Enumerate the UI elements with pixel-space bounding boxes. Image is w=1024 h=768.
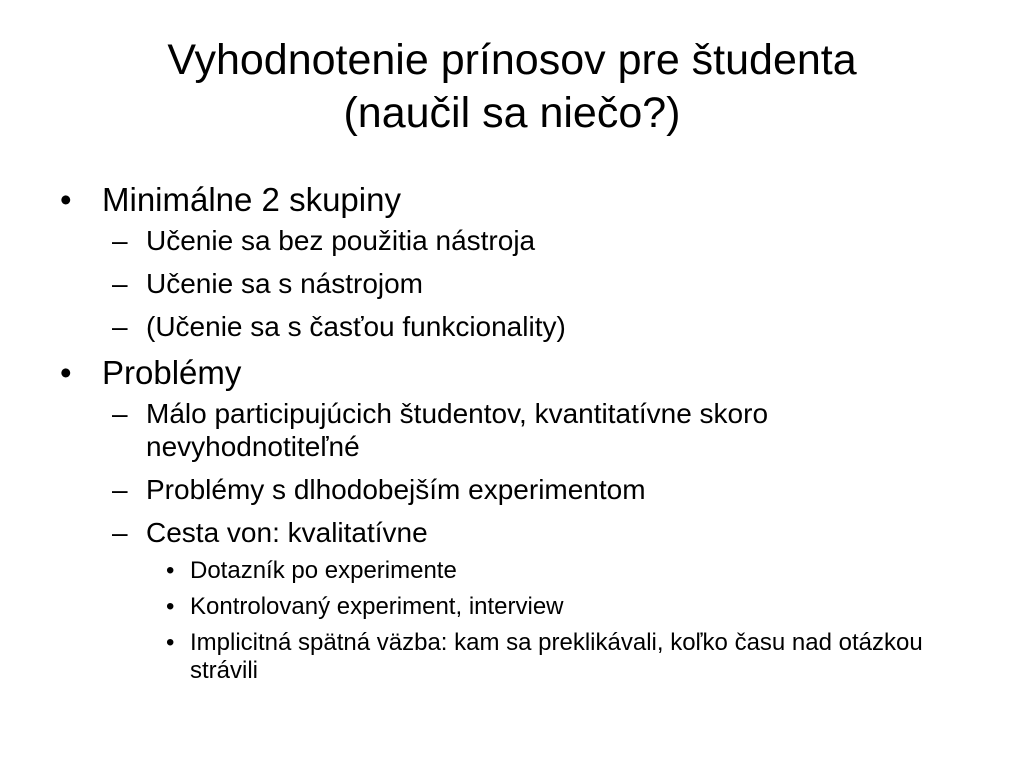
bullet-dot-icon: • <box>166 629 175 656</box>
bullet-list <box>60 180 960 685</box>
bullet-dot-icon: • <box>166 557 175 584</box>
sub-list-item-text: Cesta von: kvalitatívne <box>146 517 428 548</box>
sub-list-item-text: Problémy s dlhodobejším experimentom <box>146 474 646 505</box>
sub-list-item <box>102 310 960 343</box>
sub-sub-list-item <box>146 593 960 621</box>
dash-icon: – <box>112 311 128 342</box>
dash-icon: – <box>112 225 128 256</box>
slide-title-line-1: Vyhodnotenie prínosov pre študenta <box>167 36 857 84</box>
sub-list-item <box>102 516 960 685</box>
bullet-dot-icon: • <box>60 181 72 218</box>
slide-title <box>40 34 984 140</box>
sub-list-item <box>102 267 960 300</box>
list-item-text: Problémy <box>102 354 242 391</box>
sub-list-item <box>102 473 960 506</box>
sub-list <box>102 397 960 685</box>
sub-list-item-text: Málo participujúcich študentov, kvantitatívne skoro nevyhodnotiteľné <box>146 398 769 462</box>
dash-icon: – <box>112 474 128 505</box>
dash-icon: – <box>112 268 128 299</box>
sub-sub-list-item <box>146 557 960 585</box>
sub-sub-list-item-text: Dotazník po experimente <box>190 557 457 584</box>
sub-list <box>102 224 960 343</box>
sub-sub-list-item-text: Implicitná spätná väzba: kam sa preklikávali, koľko času nad otázkou strávili <box>190 629 923 684</box>
dash-icon: – <box>112 398 128 429</box>
sub-list-item-text: (Učenie sa s časťou funkcionality) <box>146 311 566 342</box>
sub-sub-list <box>146 557 960 685</box>
sub-list-item <box>102 224 960 257</box>
list-item <box>60 180 960 343</box>
dash-icon: – <box>112 517 128 548</box>
slide-title-line-2: (naučil sa niečo?) <box>343 89 681 137</box>
slide-content <box>60 180 960 693</box>
bullet-dot-icon: • <box>166 593 175 620</box>
list-item <box>60 353 960 685</box>
bullet-dot-icon: • <box>60 354 72 391</box>
list-item-text: Minimálne 2 skupiny <box>102 181 401 218</box>
sub-list-item-text: Učenie sa bez použitia nástroja <box>146 225 536 256</box>
sub-list-item <box>102 397 960 463</box>
sub-list-item-text: Učenie sa s nástrojom <box>146 268 424 299</box>
sub-sub-list-item-text: Kontrolovaný experiment, interview <box>190 593 564 620</box>
sub-sub-list-item <box>146 629 960 685</box>
